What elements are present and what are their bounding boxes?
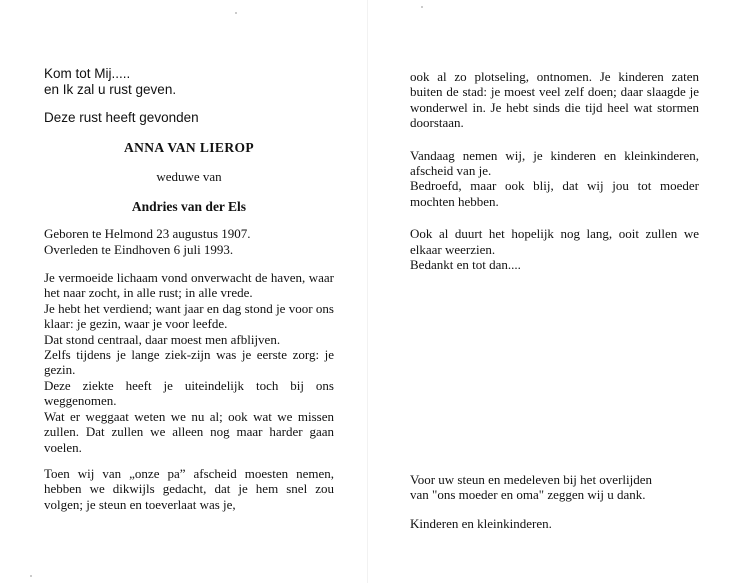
center-fold [367, 0, 368, 583]
deceased-name: ANNA VAN LIEROP [123, 140, 255, 155]
scan-speck [235, 12, 237, 14]
farewell-paragraph: Bedroefd, maar ook blij, dat wij jou tot moeder mochten hebben. [410, 178, 699, 209]
reunion-paragraph: Ook al duurt het hopelijk nog lang, ooit zullen we elkaar weerzien. [410, 226, 699, 257]
father-paragraph: Toen wij van „onze pa” afscheid moesten nemen, hebben we dikwijls gedacht, dat je hem snel zou volgen; je steun en toeverlaat was je, [44, 465, 334, 512]
thanks-line-2: van "ons moeder en oma" zeggen wij u dank. [410, 487, 646, 503]
signature: Kinderen en kleinkinderen. [410, 516, 552, 531]
opening-line-2: en Ik zal u rust geven. [44, 82, 177, 97]
found-rest-line: Deze rust heeft gevonden [44, 110, 199, 125]
death-line: Overleden te Eindhoven 6 juli 1993. [44, 241, 234, 257]
closing-line: Bedankt en tot dan.... [410, 257, 521, 273]
right-page [410, 69, 699, 272]
tribute-text [44, 270, 334, 455]
continued-paragraph: ook al zo plotseling, ontnomen. Je kinderen zaten buiten de stad: je moest veel zelf doen; daar slaagde je wonderwel in. Je hebt sinds die tijd heel wat stormen doorstaan. [410, 69, 699, 131]
tribute-paragraph: Dat stond centraal, daar moest men afblijven. [44, 331, 281, 347]
tribute-paragraph: Wat er weggaat weten we nu al; ook wat we missen zullen. Dat zullen we alleen nog maar harder gaan voelen. [44, 408, 334, 455]
scan-speck [421, 6, 423, 8]
farewell-text [410, 148, 699, 210]
tribute-paragraph: Zelfs tijdens je lange ziek-zijn was je eerste zorg: je gezin. [44, 347, 334, 378]
reunion-text [410, 226, 699, 272]
widow-of-label: weduwe van [156, 169, 222, 185]
husband-name: Andries van der Els [131, 198, 247, 214]
tribute-paragraph: Je hebt het verdiend; want jaar en dag stond je voor ons klaar: je gezin, waar je voor leefde. [44, 300, 334, 332]
opening-line-1: Kom tot Mij..... [44, 66, 131, 81]
left-page [44, 66, 334, 512]
farewell-paragraph: Vandaag nemen wij, je kinderen en kleinkinderen, afscheid van je. [410, 147, 699, 179]
birth-line: Geboren te Helmond 23 augustus 1907. [44, 226, 251, 242]
scan-speck [30, 575, 32, 577]
opening-verse [44, 66, 334, 98]
tribute-paragraph: Je vermoeide lichaam vond onverwacht de haven, waar het naar zocht, in alle rust; in alle vrede. [44, 270, 334, 301]
tribute-paragraph: Deze ziekte heeft je uiteindelijk toch bij ons weggenomen. [44, 377, 334, 409]
life-dates [44, 226, 334, 257]
thanks-line-1: Voor uw steun en medeleven bij het overlijden [410, 472, 653, 487]
thanks-note [410, 472, 730, 503]
